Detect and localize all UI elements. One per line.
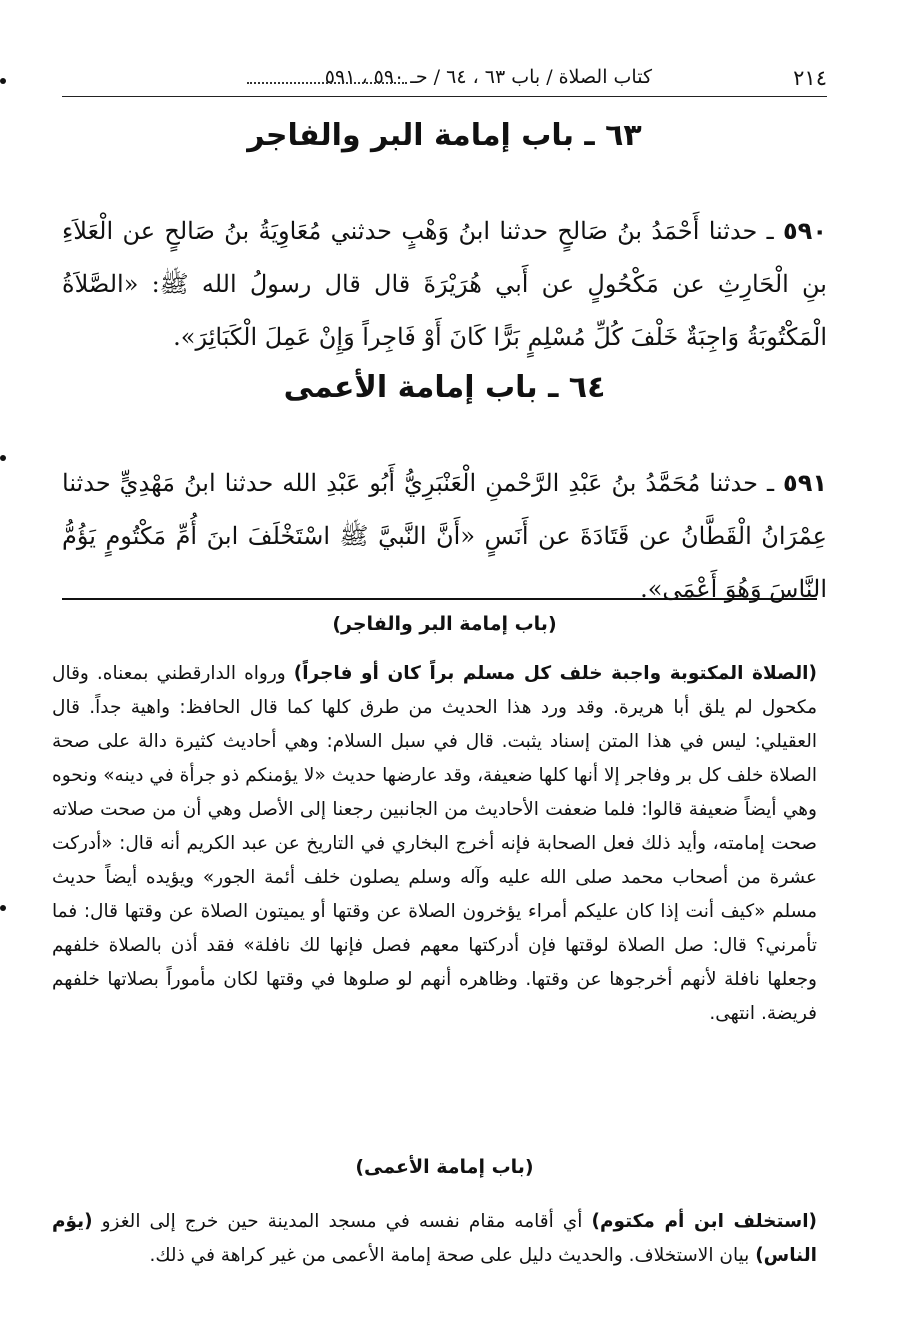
- margin-mark: [0, 455, 6, 461]
- running-title: كتاب الصلاة / باب ٦٣ ، ٦٤ / حـ ٥٩٠ ، ٥٩١: [324, 66, 652, 88]
- commentary-1-lemma: (الصلاة المكتوبة واجبة خلف كل مسلم براً كان أو فاجراً): [293, 663, 817, 684]
- commentary-2: [52, 1205, 817, 1273]
- hadith-590: [62, 205, 827, 364]
- header-dotted-leader: [247, 82, 407, 84]
- margin-mark: [0, 78, 6, 84]
- commentary-1-title: (باب إمامة البر والفاجر): [332, 613, 557, 635]
- page-number: ٢١٤: [793, 66, 827, 90]
- commentary-2-body-2: بيان الاستخلاف. والحديث دليل على صحة إمامة الأعمى من غير كراهة في ذلك.: [149, 1245, 756, 1266]
- commentary-2-lemma-2: (يؤم الناس): [52, 1211, 817, 1266]
- margin-mark: [0, 905, 6, 911]
- commentary-2-title: (باب إمامة الأعمى): [355, 1156, 534, 1178]
- chapter-63-title: ٦٣ ـ باب إمامة البر والفاجر: [247, 118, 642, 153]
- hadith-591-text: ـ حدثنا مُحَمَّدُ بنُ عَبْدِ الرَّحْمنِ الْعَنْبَرِيُّ أَبُو عَبْدِ الله حدثنا ابنُ مَهْدِيٍّ حدثنا عِمْرَانُ الْقَطَّانُ عن قَتَادَةَ عن أَنَسٍ «أَنَّ النَّبيَّ ﷺ اسْتَخْلَفَ ابنَ أُمِّ مَكْتُومٍ يَؤُمُّ النَّاسَ وَهُوَ أَعْمَى».: [62, 469, 827, 603]
- page-header: [62, 66, 827, 97]
- footnote-divider: [62, 598, 817, 600]
- hadith-591: [62, 457, 827, 616]
- commentary-2-body-1: أي أقامه مقام نفسه في مسجد المدينة حين خرج إلى الغزو: [92, 1211, 592, 1232]
- commentary-2-lemma-1: (استخلف ابن أم مكتوم): [591, 1211, 818, 1232]
- hadith-591-number: ٥٩١: [783, 469, 827, 497]
- hadith-590-text: ـ حدثنا أَحْمَدُ بنُ صَالحٍ حدثنا ابنُ وَهْبٍ حدثني مُعَاوِيَةُ بنُ صَالحٍ عن الْعَلاَءِ بنِ الْحَارِثِ عن مَكْحُولٍ عن أَبي هُرَيْرَةَ قال قال رسولُ الله ﷺ: «الصَّلاَةُ الْمَكْتُوبَةُ وَاجِبَةٌ خَلْفَ كُلِّ مُسْلِمٍ بَرًّا كَانَ أَوْ فَاجِراً وَإِنْ عَمِلَ الْكَبَائِرَ».: [62, 217, 827, 351]
- chapter-64-title: ٦٤ ـ باب إمامة الأعمى: [283, 370, 606, 405]
- hadith-590-number: ٥٩٠: [783, 217, 827, 245]
- commentary-1: [52, 657, 817, 1031]
- commentary-1-body: ورواه الدارقطني بمعناه. وقال مكحول لم يلق أبا هريرة. وقد ورد هذا الحديث من طرق كلها كما قال الحافظ: واهية جداً. قال العقيلي: ليس في هذا المتن إسناد يثبت. قال في سبل السلام: وهي أحاديث كثيرة دالة على صحة الصلاة خلف كل بر وفاجر إلا أنها كلها ضعيفة، وقد عارضها حديث «لا يؤمنكم ذو جرأة في دينه» ونحوه وهي أيضاً ضعيفة قالوا: فلما ضعفت الأحاديث من الجانبين رجعنا إلى الأصل وهي أن من صحت صلاته صحت إمامته، وأيد ذلك فعل الصحابة فإنه أخرج البخاري في التاريخ عن عبد الكريم أنه قال: «أدركت عشرة من أصحاب محمد صلى الله عليه وآله وسلم يصلون خلف أئمة الجور» ويؤيده أيضاً حديث مسلم «كيف أنت إذا كان عليكم أمراء يؤخرون الصلاة عن وقتها أو يميتون الصلاة عن وقتها قال: فما تأمرني؟ قال: صل الصلاة لوقتها فإن أدركتها معهم فصل فإنها لك نافلة» فقد أذن بالصلاة خلفهم وجعلها نافلة لأنهم أخرجوها عن وقتها. وظاهره أنهم لو صلوها في وقتها لكان مأموراً بصلاتها خلفهم فريضة. انتهى.: [52, 663, 817, 1024]
